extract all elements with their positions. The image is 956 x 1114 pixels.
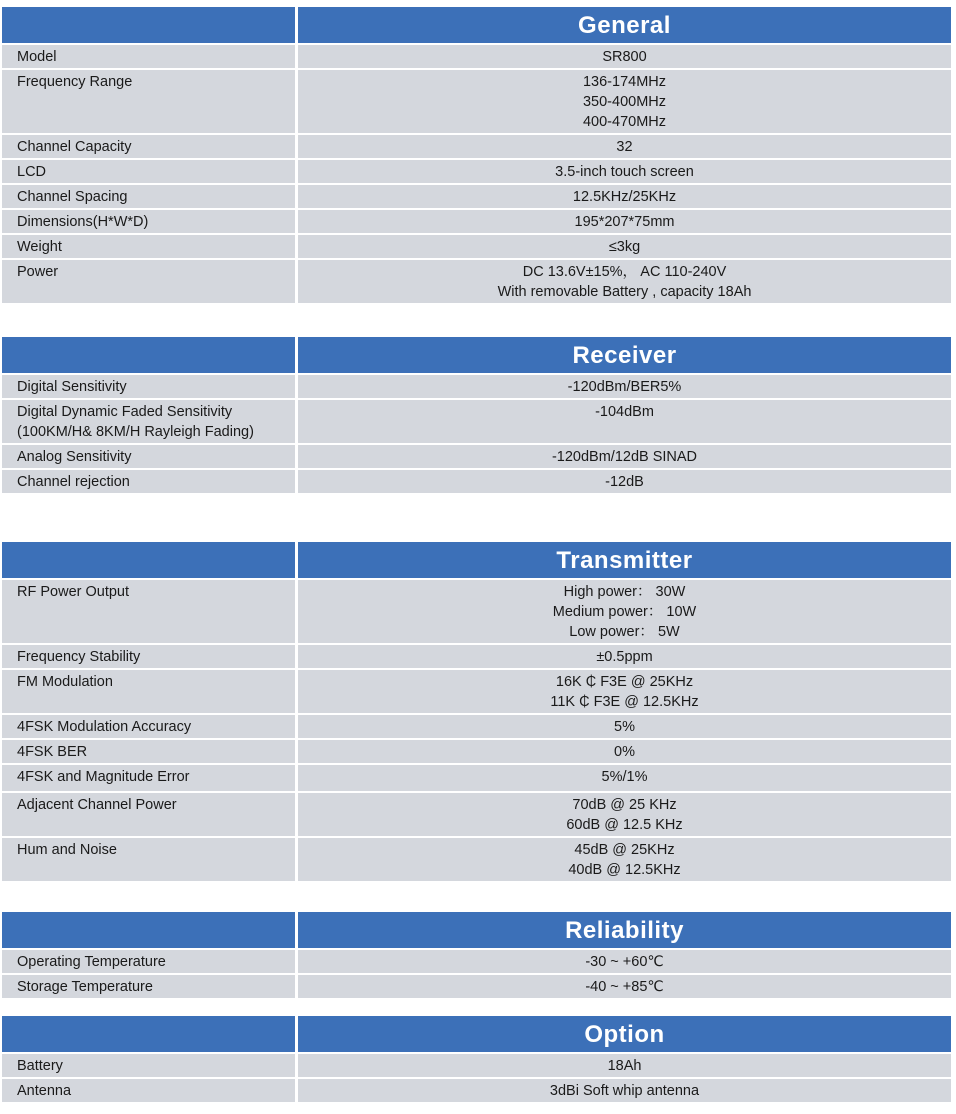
spec-row	[2, 1054, 951, 1077]
section-header	[2, 337, 951, 373]
spec-label	[2, 400, 295, 443]
spec-value-line: 40dB @ 12.5KHz	[568, 862, 681, 878]
spec-row	[2, 975, 951, 998]
spec-value	[298, 715, 951, 738]
spec-value	[298, 645, 951, 668]
spec-value	[298, 70, 951, 133]
spec-label	[2, 793, 295, 836]
spec-value	[298, 1079, 951, 1102]
spec-value-line: 5%/1%	[601, 769, 648, 785]
section-header	[2, 1016, 951, 1052]
spec-label	[2, 235, 295, 258]
spec-value-line: -30 ~ +60℃	[585, 954, 664, 970]
spec-value-line: 45dB @ 25KHz	[574, 842, 675, 858]
spec-value-line: 400-470MHz	[582, 114, 666, 130]
spec-label-line: (100KM/H& 8KM/H Rayleigh Fading)	[17, 424, 254, 440]
spec-value-line: 5%	[614, 719, 635, 735]
section-title: Receiver	[298, 337, 951, 373]
spec-value-line: -120dBm/12dB SINAD	[551, 449, 698, 465]
spec-label-line: 4FSK Modulation Accuracy	[17, 719, 192, 735]
section-title: Option	[298, 1016, 951, 1052]
spec-row	[2, 740, 951, 763]
spec-value-line: DC 13.6V±15%， AC 110-240V	[522, 264, 727, 280]
spec-row	[2, 765, 951, 791]
spec-row	[2, 838, 951, 881]
section-header-blank	[2, 337, 295, 373]
spec-label-line: Frequency Range	[17, 74, 133, 90]
spec-row	[2, 445, 951, 468]
spec-value	[298, 765, 951, 791]
spec-label	[2, 765, 295, 791]
spec-label-line: Frequency Stability	[17, 649, 141, 665]
spec-value-line: 32	[616, 139, 633, 155]
spec-label	[2, 975, 295, 998]
spec-value-line: ±0.5ppm	[596, 649, 653, 665]
spec-label-line: Storage Temperature	[17, 979, 153, 995]
section-option	[2, 1016, 951, 1102]
spec-label-line: Channel rejection	[17, 474, 130, 490]
spec-label	[2, 185, 295, 208]
spec-value	[298, 470, 951, 493]
spec-row	[2, 45, 951, 68]
spec-value-line: 12.5KHz/25KHz	[572, 189, 677, 205]
spec-label	[2, 160, 295, 183]
spec-value-line: 136-174MHz	[582, 74, 666, 90]
spec-label	[2, 645, 295, 668]
spec-row	[2, 375, 951, 398]
section-header-blank	[2, 912, 295, 948]
spec-value	[298, 235, 951, 258]
spec-value	[298, 210, 951, 233]
spec-row	[2, 793, 951, 836]
spec-label	[2, 580, 295, 643]
spec-value-line: -40 ~ +85℃	[585, 979, 664, 995]
spec-value-line: SR800	[602, 49, 647, 65]
spec-row	[2, 470, 951, 493]
spec-row	[2, 210, 951, 233]
section-header	[2, 542, 951, 578]
spec-value	[298, 793, 951, 836]
spec-label	[2, 210, 295, 233]
spec-value-line: Low power： 5W	[569, 624, 680, 640]
spec-row	[2, 670, 951, 713]
spec-label	[2, 45, 295, 68]
spec-label-line: LCD	[17, 164, 47, 180]
spec-value	[298, 400, 951, 443]
spec-label	[2, 950, 295, 973]
spec-row	[2, 400, 951, 443]
spec-value-line: 0%	[614, 744, 635, 760]
section-header-blank	[2, 1016, 295, 1052]
section-reliability	[2, 912, 951, 998]
spec-value	[298, 260, 951, 303]
spec-value	[298, 1054, 951, 1077]
spec-value-line: 350-400MHz	[582, 94, 666, 110]
spec-value	[298, 135, 951, 158]
spec-value	[298, 45, 951, 68]
spec-label-line: RF Power Output	[17, 584, 130, 600]
spec-label	[2, 838, 295, 881]
spec-label	[2, 1079, 295, 1102]
spec-label	[2, 740, 295, 763]
spec-label-line: Battery	[17, 1058, 63, 1074]
spec-label-line: Digital Sensitivity	[17, 379, 127, 395]
section-header	[2, 7, 951, 43]
spec-value-line: 3.5-inch touch screen	[555, 164, 694, 180]
spec-row	[2, 950, 951, 973]
section-header-blank	[2, 7, 295, 43]
spec-row	[2, 715, 951, 738]
spec-value	[298, 375, 951, 398]
spec-row	[2, 135, 951, 158]
section-header-blank	[2, 542, 295, 578]
spec-value	[298, 950, 951, 973]
spec-label-line: Analog Sensitivity	[17, 449, 132, 465]
spec-value-line: -12dB	[605, 474, 644, 490]
spec-row	[2, 70, 951, 133]
spec-value	[298, 975, 951, 998]
section-title: Reliability	[298, 912, 951, 948]
spec-label-line: 4FSK and Magnitude Error	[17, 769, 190, 785]
spec-value	[298, 580, 951, 643]
spec-label	[2, 715, 295, 738]
spec-label-line: Adjacent Channel Power	[17, 797, 177, 813]
spec-label-line: Digital Dynamic Faded Sensitivity	[17, 404, 233, 420]
spec-label-line: Hum and Noise	[17, 842, 117, 858]
spec-value-line: 195*207*75mm	[574, 214, 675, 230]
section-transmitter	[2, 542, 951, 881]
spec-row	[2, 645, 951, 668]
spec-label	[2, 135, 295, 158]
spec-value	[298, 160, 951, 183]
spec-label-line: 4FSK BER	[17, 744, 88, 760]
spec-value-line: 60dB @ 12.5 KHz	[566, 817, 683, 833]
spec-label	[2, 375, 295, 398]
section-header	[2, 912, 951, 948]
spec-row	[2, 580, 951, 643]
section-receiver	[2, 337, 951, 493]
spec-label	[2, 1054, 295, 1077]
spec-label	[2, 260, 295, 303]
spec-label-line: Weight	[17, 239, 62, 255]
spec-value-line: ≤3kg	[608, 239, 641, 255]
spec-value	[298, 185, 951, 208]
section-title: General	[298, 7, 951, 43]
spec-value-line: 70dB @ 25 KHz	[572, 797, 677, 813]
spec-label-line: Operating Temperature	[17, 954, 166, 970]
spec-row	[2, 185, 951, 208]
spec-value-line: 16K ₵ F3E @ 25KHz	[555, 674, 694, 690]
spec-row	[2, 160, 951, 183]
spec-label-line: Dimensions(H*W*D)	[17, 214, 149, 230]
spec-value-line: -104dBm	[595, 404, 654, 420]
spec-label-line: Channel Spacing	[17, 189, 128, 205]
spec-value-line: 3dBi Soft whip antenna	[549, 1083, 700, 1099]
spec-label	[2, 470, 295, 493]
spec-value-line: High power： 30W	[563, 584, 686, 600]
spec-value	[298, 670, 951, 713]
section-title: Transmitter	[298, 542, 951, 578]
spec-label-line: Channel Capacity	[17, 139, 132, 155]
spec-label-line: FM Modulation	[17, 674, 113, 690]
spec-label-line: Model	[17, 49, 57, 65]
spec-value-line: -120dBm/BER5%	[567, 379, 682, 395]
spec-row	[2, 1079, 951, 1102]
spec-row	[2, 260, 951, 303]
spec-row	[2, 235, 951, 258]
spec-label	[2, 70, 295, 133]
spec-value-line: Medium power： 10W	[552, 604, 697, 620]
section-general	[2, 7, 951, 303]
spec-label	[2, 670, 295, 713]
spec-value-line: With removable Battery , capacity 18Ah	[497, 284, 752, 300]
spec-value	[298, 838, 951, 881]
spec-label-line: Antenna	[17, 1083, 72, 1099]
spec-value-line: 11K ₵ F3E @ 12.5KHz	[550, 694, 699, 710]
spec-value	[298, 445, 951, 468]
spec-value-line: 18Ah	[607, 1058, 642, 1074]
spec-value	[298, 740, 951, 763]
spec-label	[2, 445, 295, 468]
spec-label-line: Power	[17, 264, 59, 280]
